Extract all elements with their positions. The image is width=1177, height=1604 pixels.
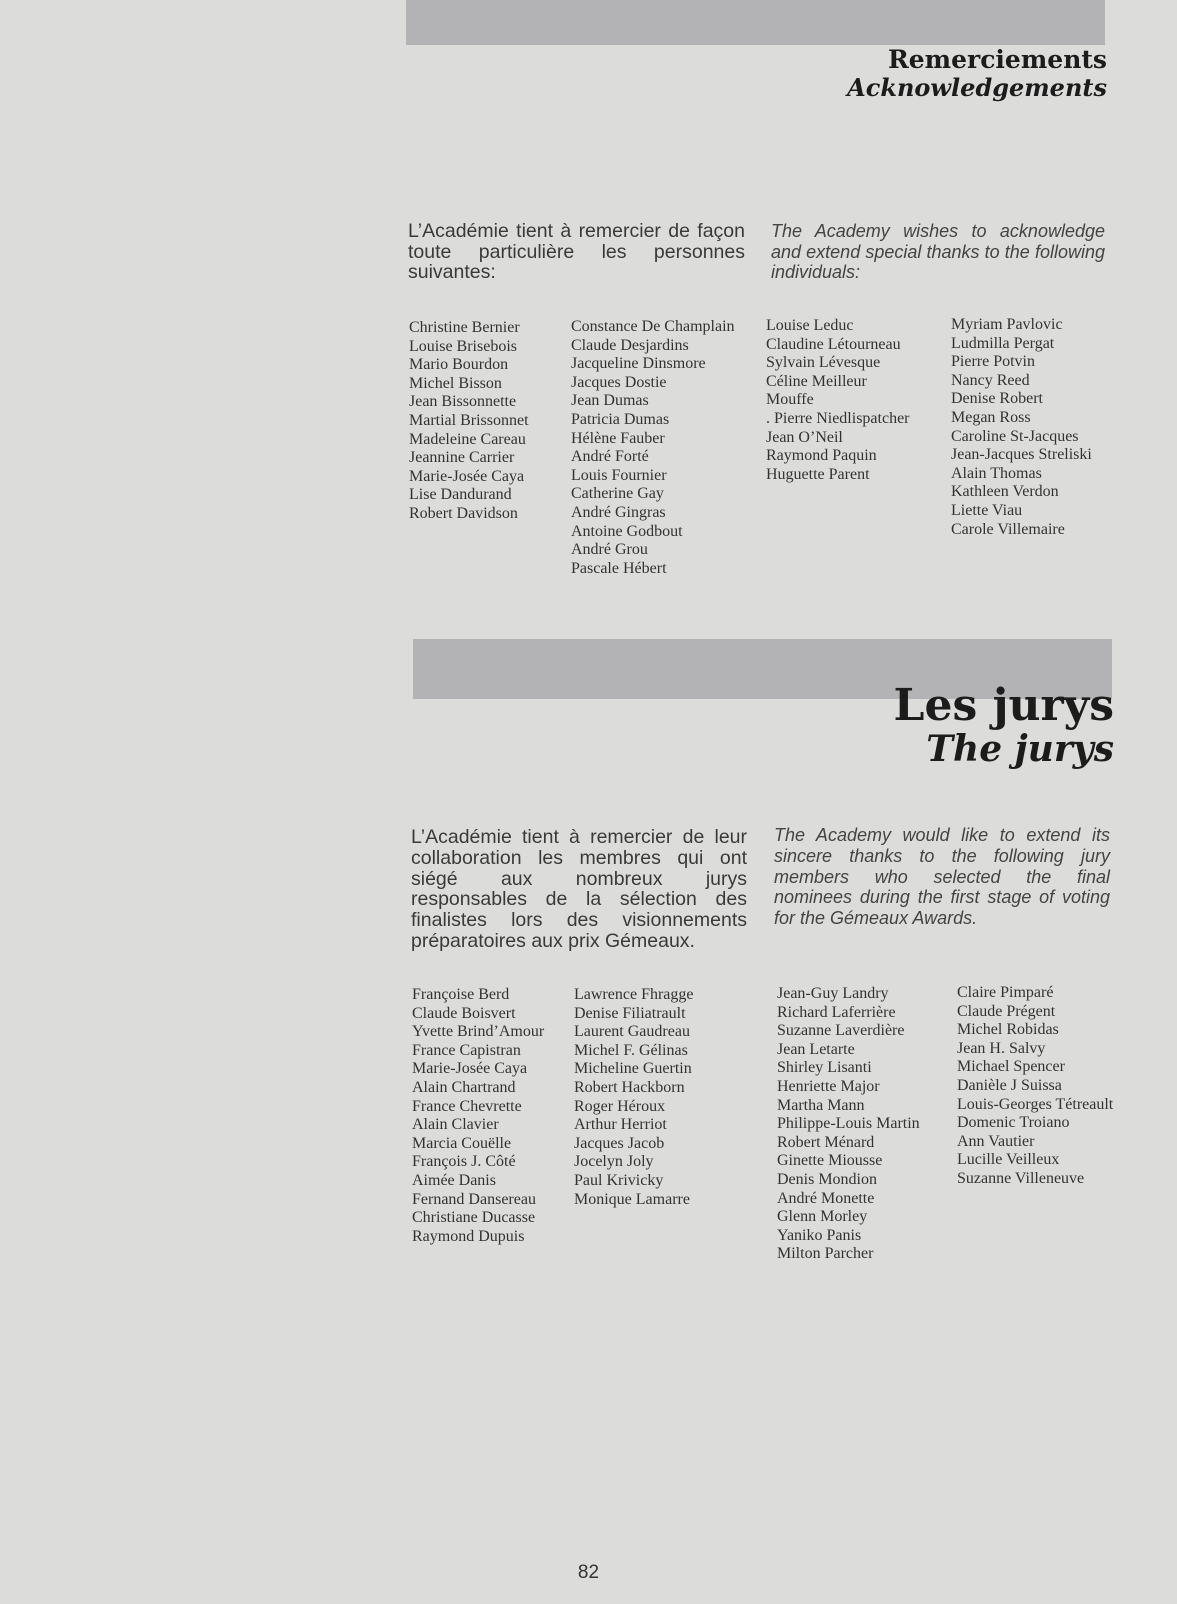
name-entry: Monique Lamarre	[574, 1190, 690, 1208]
name-entry: Martha Mann	[777, 1096, 865, 1114]
name-entry: Philippe-Louis Martin	[777, 1115, 920, 1133]
name-entry: Antoine Godbout	[571, 522, 683, 540]
name-entry: Céline Meilleur	[766, 372, 867, 390]
name-entry: Caroline St-Jacques	[951, 427, 1079, 445]
name-entry: Jean-Guy Landry	[777, 985, 889, 1002]
name-entry: Marcia Couëlle	[412, 1134, 512, 1152]
name-entry: Aimée Danis	[412, 1171, 496, 1189]
name-entry: . Pierre Niedlispatcher	[766, 409, 910, 427]
name-entry: André Forté	[571, 448, 649, 466]
acknowledgements-names-column-1	[409, 319, 529, 524]
acknowledgements-title-fr: Remerciements	[888, 45, 1107, 74]
name-entry: Megan Ross	[951, 408, 1031, 426]
name-entry: Jean-Jacques Streliski	[951, 446, 1092, 464]
name-entry: Robert Ménard	[777, 1133, 875, 1151]
name-entry: Madeleine Careau	[409, 430, 526, 448]
acknowledgements-names-column-2	[571, 318, 735, 578]
name-entry: Alain Thomas	[951, 464, 1042, 482]
name-entry: Denis Mondion	[777, 1170, 877, 1188]
name-entry: Jacques Jacob	[574, 1134, 665, 1152]
name-entry: Ginette Miousse	[777, 1152, 883, 1170]
jurys-names-column-3	[777, 985, 920, 1264]
name-entry: Jean Dumas	[571, 392, 649, 410]
name-entry: Jean Letarte	[777, 1040, 855, 1058]
name-entry: Marie-Josée Caya	[409, 467, 525, 485]
name-entry: Lawrence Fhragge	[574, 986, 694, 1003]
acknowledgements-names-column-3	[766, 317, 910, 484]
name-entry: Robert Davidson	[409, 504, 518, 522]
name-entry: Henriette Major	[777, 1077, 880, 1095]
name-entry: Hélène Fauber	[571, 429, 665, 447]
name-entry: André Monette	[777, 1189, 875, 1207]
name-entry: Danièle J Suissa	[957, 1076, 1062, 1094]
name-entry: Michael Spencer	[957, 1058, 1065, 1076]
name-entry: Raymond Paquin	[766, 447, 877, 465]
name-entry: Arthur Herriot	[574, 1116, 667, 1134]
name-entry: Sylvain Lévesque	[766, 354, 881, 372]
name-entry: Jacqueline Dinsmore	[571, 355, 706, 373]
name-entry: Pascale Hébert	[571, 559, 667, 577]
name-entry: Ludmilla Pergat	[951, 334, 1055, 352]
name-entry: Pierre Potvin	[951, 353, 1035, 371]
name-entry: Milton Parcher	[777, 1245, 874, 1263]
name-entry: France Chevrette	[412, 1097, 522, 1115]
name-entry: Louis-Georges Tétreault	[957, 1095, 1114, 1113]
name-entry: Yaniko Panis	[777, 1226, 862, 1244]
name-entry: Constance De Champlain	[571, 318, 735, 335]
acknowledgements-names-column-4	[951, 316, 1092, 539]
page-number: 82	[577, 1562, 600, 1583]
name-entry: Paul Krivicky	[574, 1171, 664, 1189]
header-bar-acknowledgements	[406, 0, 1105, 45]
jurys-names-column-2	[574, 986, 694, 1209]
name-entry: Alain Clavier	[412, 1116, 499, 1134]
name-entry: Jean O’Neil	[766, 428, 843, 446]
name-entry: Claude Boisvert	[412, 1004, 516, 1022]
name-entry: Suzanne Laverdière	[777, 1022, 905, 1040]
acknowledgements-heading	[847, 46, 1107, 101]
name-entry: Claude Desjardins	[571, 336, 689, 354]
name-entry: Christiane Ducasse	[412, 1209, 536, 1227]
jurys-names-column-4	[957, 984, 1113, 1189]
name-entry: Glenn Morley	[777, 1208, 868, 1226]
name-entry: Michel Bisson	[409, 374, 502, 392]
name-entry: Alain Chartrand	[412, 1078, 516, 1096]
jurys-names-column-1	[412, 986, 544, 1246]
name-entry: Denise Robert	[951, 390, 1043, 408]
name-entry: Lise Dandurand	[409, 486, 512, 504]
name-entry: Catherine Gay	[571, 485, 664, 503]
name-entry: André Gingras	[571, 503, 666, 521]
name-entry: Jacques Dostie	[571, 373, 667, 391]
name-entry: Domenic Troiano	[957, 1114, 1070, 1132]
name-entry: Denise Filiatrault	[574, 1004, 686, 1022]
jurys-title-fr: Les jurys	[893, 680, 1114, 731]
acknowledgements-intro-en: The Academy wishes to acknowledge and extend special thanks to the following individuals:	[771, 221, 1105, 282]
name-entry: Françoise Berd	[412, 986, 510, 1003]
name-entry: Mouffe	[766, 391, 814, 409]
name-entry: Liette Viau	[951, 501, 1023, 519]
name-entry: Patricia Dumas	[571, 410, 670, 428]
name-entry: Carole Villemaire	[951, 520, 1065, 538]
name-entry: Michel F. Gélinas	[574, 1041, 688, 1059]
jurys-intro-en: The Academy would like to extend its sincere thanks to the following jury members who selected the final nominees during the first stage of voting for the Gémeaux Awards.	[774, 825, 1110, 929]
acknowledgements-title-en: Acknowledgements	[847, 73, 1107, 102]
name-entry: France Capistran	[412, 1041, 521, 1059]
name-entry: Claudine Létourneau	[766, 335, 901, 353]
name-entry: Suzanne Villeneuve	[957, 1169, 1085, 1187]
name-entry: François J. Côté	[412, 1153, 516, 1171]
name-entry: Huguette Parent	[766, 465, 870, 483]
name-entry: Lucille Veilleux	[957, 1151, 1060, 1169]
name-entry: Claire Pimparé	[957, 984, 1054, 1001]
name-entry: Michel Robidas	[957, 1021, 1059, 1039]
name-entry: Jean H. Salvy	[957, 1039, 1046, 1057]
acknowledgements-intro-fr: L’Académie tient à remercier de façon toute particulière les personnes suivantes:	[408, 220, 745, 283]
name-entry: Fernand Dansereau	[412, 1190, 536, 1208]
name-entry: Robert Hackborn	[574, 1078, 685, 1096]
name-entry: Louise Leduc	[766, 317, 854, 334]
jurys-heading	[893, 680, 1114, 770]
name-entry: Marie-Josée Caya	[412, 1060, 528, 1078]
jurys-intro-fr: L’Académie tient à remercier de leur collaboration les membres qui ont siégé aux nombreux jurys responsables de la sélection des finalistes lors des visionnements préparatoires aux prix Gémeaux.	[411, 826, 747, 952]
name-entry: Jocelyn Joly	[574, 1153, 654, 1171]
name-entry: Christine Bernier	[409, 319, 520, 336]
name-entry: Claude Prégent	[957, 1002, 1056, 1020]
name-entry: Martial Brissonnet	[409, 411, 529, 429]
name-entry: Roger Héroux	[574, 1097, 666, 1115]
name-entry: Myriam Pavlovic	[951, 316, 1063, 333]
name-entry: Ann Vautier	[957, 1132, 1035, 1150]
name-entry: Mario Bourdon	[409, 356, 509, 374]
name-entry: Yvette Brind’Amour	[412, 1023, 545, 1041]
name-entry: Laurent Gaudreau	[574, 1023, 690, 1041]
name-entry: Richard Laferrière	[777, 1003, 896, 1021]
name-entry: Shirley Lisanti	[777, 1059, 872, 1077]
name-entry: Jeannine Carrier	[409, 449, 515, 467]
name-entry: Louis Fournier	[571, 466, 667, 484]
name-entry: Louise Brisebois	[409, 337, 517, 355]
name-entry: André Grou	[571, 541, 648, 559]
jurys-title-en: The jurys	[926, 728, 1114, 770]
name-entry: Micheline Guertin	[574, 1060, 692, 1078]
name-entry: Kathleen Verdon	[951, 483, 1059, 501]
name-entry: Nancy Reed	[951, 371, 1030, 389]
name-entry: Jean Bissonnette	[409, 393, 517, 411]
name-entry: Raymond Dupuis	[412, 1227, 525, 1245]
